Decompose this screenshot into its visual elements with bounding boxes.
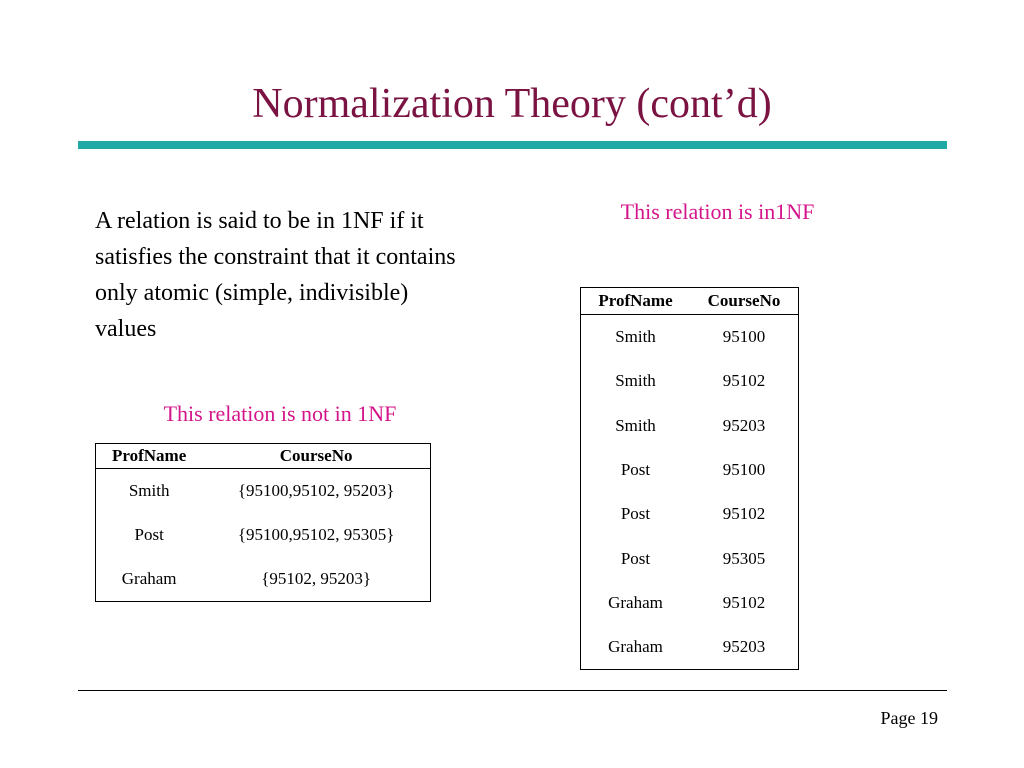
courseno-cell: 95203 xyxy=(722,415,766,435)
column-header-profname: ProfName xyxy=(96,444,203,469)
page-number: Page 19 xyxy=(880,708,938,728)
table-row xyxy=(96,557,431,602)
column-header-courseno: CourseNo xyxy=(202,444,430,469)
profname-cell: Post xyxy=(134,525,164,544)
table-row xyxy=(96,469,431,514)
table-row xyxy=(581,315,799,360)
column-header-courseno: CourseNo xyxy=(690,288,799,315)
column-header-profname: ProfName xyxy=(581,288,691,315)
courseno-cell: 95102 xyxy=(722,504,766,524)
courseno-cell: {95102, 95203} xyxy=(261,569,372,588)
table-header-row xyxy=(96,444,431,469)
courseno-cell: 95102 xyxy=(722,371,766,391)
courseno-cell: 95100 xyxy=(722,327,766,347)
profname-cell: Smith xyxy=(615,327,656,347)
table-row xyxy=(581,581,799,625)
table-row xyxy=(581,536,799,580)
courseno-cell: {95100,95102, 95305} xyxy=(237,525,395,544)
table-header-row xyxy=(581,288,799,315)
profname-cell: Graham xyxy=(121,569,177,588)
profname-cell: Post xyxy=(620,504,651,524)
table-row xyxy=(581,492,799,536)
courseno-cell: 95100 xyxy=(722,460,766,480)
courseno-cell: 95102 xyxy=(722,592,766,612)
in-1nf-table xyxy=(580,287,799,670)
definition-text: A relation is said to be in 1NF if it satisfies the constraint that it contains only atomic (simple, indivisible) values xyxy=(95,208,456,342)
profname-cell: Graham xyxy=(608,637,663,657)
courseno-cell: 95203 xyxy=(722,637,766,657)
table-row xyxy=(96,513,431,557)
courseno-cell: {95100,95102, 95203} xyxy=(237,481,395,500)
not-1nf-table xyxy=(95,443,431,602)
table-row xyxy=(581,625,799,670)
footer-divider xyxy=(78,690,947,691)
in-1nf-caption: This relation is in1NF xyxy=(620,199,815,224)
table-row xyxy=(581,404,799,448)
profname-cell: Post xyxy=(620,548,651,568)
profname-cell: Smith xyxy=(615,371,656,391)
table-row xyxy=(581,359,799,403)
table-row xyxy=(581,448,799,492)
title-divider xyxy=(78,141,947,149)
slide-title: Normalization Theory (cont’d) xyxy=(252,81,772,127)
profname-cell: Post xyxy=(620,460,651,480)
profname-cell: Smith xyxy=(128,481,170,500)
not-1nf-caption: This relation is not in 1NF xyxy=(163,401,397,426)
courseno-cell: 95305 xyxy=(722,548,766,568)
profname-cell: Smith xyxy=(615,415,656,435)
profname-cell: Graham xyxy=(608,592,663,612)
